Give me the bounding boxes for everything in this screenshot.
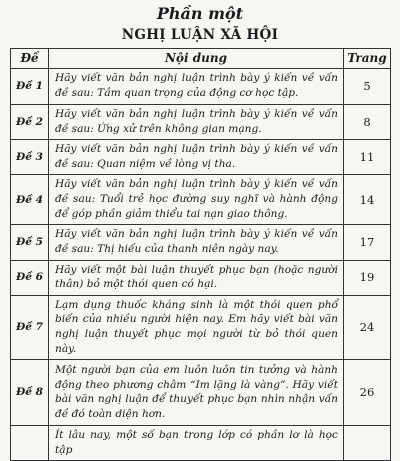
row-content: Hãy viết một bài luận thuyết phục bạn (hoặc người thân) bỏ một thói quen có hại. bbox=[49, 260, 344, 295]
row-de: Đề 3 bbox=[11, 140, 49, 175]
row-page: 26 bbox=[344, 360, 391, 426]
row-page: 8 bbox=[344, 105, 391, 140]
row-page bbox=[344, 426, 391, 461]
header-content: Nội dung bbox=[49, 49, 344, 69]
table-row bbox=[11, 140, 391, 175]
row-page: 11 bbox=[344, 140, 391, 175]
table-row bbox=[11, 295, 391, 359]
table-of-contents bbox=[10, 48, 391, 461]
row-de: Đề 6 bbox=[11, 260, 49, 295]
header-de: Đề bbox=[11, 49, 49, 69]
row-content: Lạm dụng thuốc kháng sinh là một thói quen phổ biến của nhiều người hiện nay. Em hãy viết bài văn nghị luận thuyết phục mọi người từ bỏ thói quen này. bbox=[49, 295, 344, 359]
row-content: Hãy viết văn bản nghị luận trình bày ý kiến về vấn đề sau: Quan niệm về lòng vị tha. bbox=[49, 140, 344, 175]
row-de: Đề 8 bbox=[11, 360, 49, 426]
row-content: Hãy viết văn bản nghị luận trình bày ý kiến về vấn đề sau: Ứng xử trên không gian mạng. bbox=[49, 105, 344, 140]
table-row bbox=[11, 105, 391, 140]
section-title: NGHỊ LUẬN XÃ HỘI bbox=[121, 27, 279, 43]
row-page: 17 bbox=[344, 225, 391, 260]
row-content: Một người bạn của em luôn luôn tin tưởng và hành động theo phương châm “Im lặng là vàng”. Hãy viết bài văn nghị luận để thuyết phục bạn nhìn nhận vấn đề đó toàn diện hơn. bbox=[49, 360, 344, 426]
row-de: Đề 2 bbox=[11, 105, 49, 140]
row-de: Đề 1 bbox=[11, 69, 49, 105]
row-content: Hãy viết văn bản nghị luận trình bày ý kiến về vấn đề sau: Tầm quan trọng của động cơ học tập. bbox=[49, 69, 344, 105]
table-row bbox=[11, 426, 391, 461]
row-page: 24 bbox=[344, 295, 391, 359]
part-title: Phần một bbox=[156, 4, 244, 23]
row-page: 19 bbox=[344, 260, 391, 295]
table-row bbox=[11, 360, 391, 426]
row-content: Hãy viết văn bản nghị luận trình bày ý kiến về vấn đề sau: Tuổi trẻ học đường suy nghĩ và hành động để góp phần giảm thiểu tai nạn giao thông. bbox=[49, 175, 344, 225]
table-row bbox=[11, 260, 391, 295]
row-de: Đề 4 bbox=[11, 175, 49, 225]
row-content: Hãy viết văn bản nghị luận trình bày ý kiến về vấn đề sau: Thị hiếu của thanh niên ngày nay. bbox=[49, 225, 344, 260]
row-de bbox=[11, 426, 49, 461]
row-de: Đề 5 bbox=[11, 225, 49, 260]
row-page: 14 bbox=[344, 175, 391, 225]
row-de: Đề 7 bbox=[11, 295, 49, 359]
table-row bbox=[11, 225, 391, 260]
table-row bbox=[11, 175, 391, 225]
row-page: 5 bbox=[344, 69, 391, 105]
header-page: Trang bbox=[344, 49, 391, 69]
table-header-row bbox=[11, 49, 391, 69]
row-content: Ít lâu nay, một số bạn trong lớp có phần lơ là học tập bbox=[49, 426, 344, 461]
table-row bbox=[11, 69, 391, 105]
